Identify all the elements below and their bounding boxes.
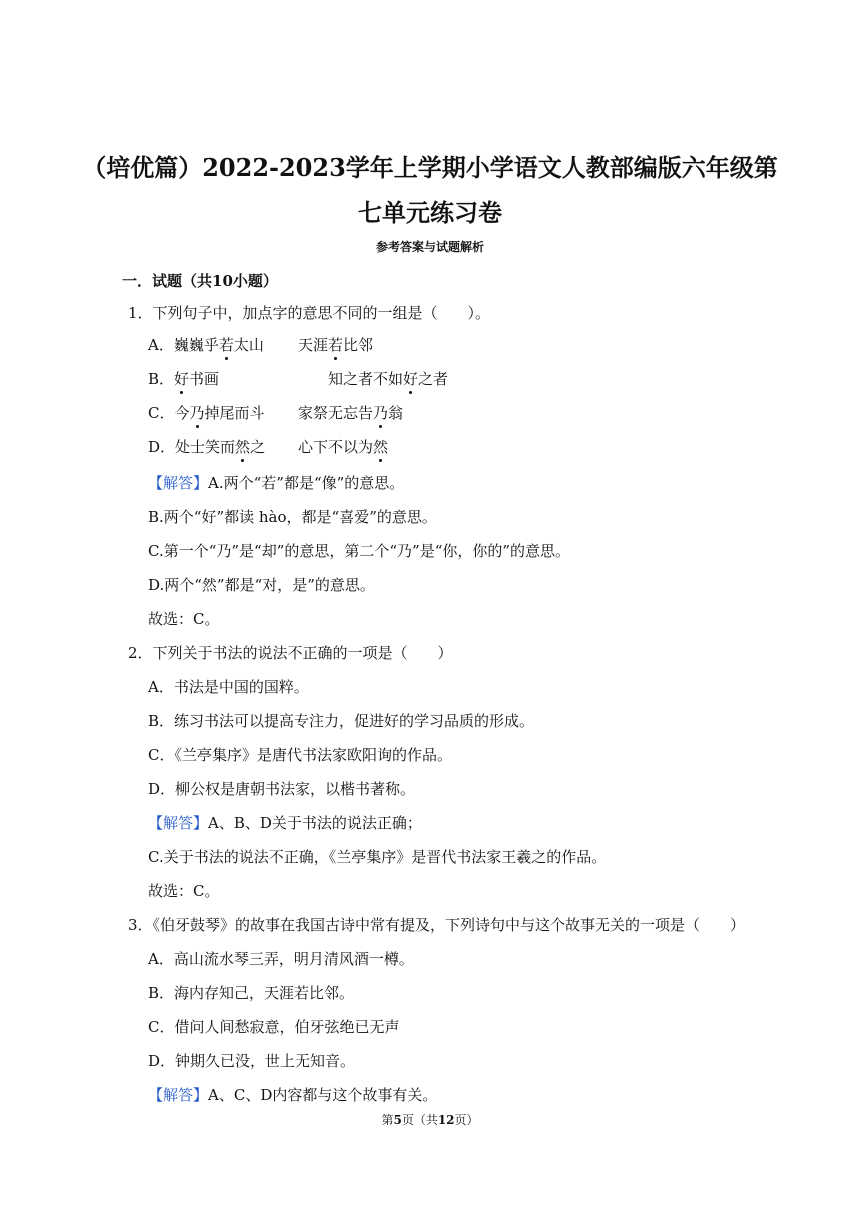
option-b-right-text-2: 之者 — [418, 370, 449, 388]
option-c-right-text-1: 家祭无忘告 — [298, 404, 374, 422]
question-1-option-c-right — [298, 403, 403, 423]
question-1-option-c — [148, 403, 265, 423]
option-d-left-text-1: 处士笑而 — [175, 438, 236, 456]
question-1-answer-line-3: C.第一个“乃”是“却”的意思，第二个“乃”是“你，你的”的意思。 — [148, 542, 571, 560]
document-title-line-2: 七单元练习卷 — [358, 198, 502, 227]
question-1-stem: 1．下列句子中，加点字的意思不同的一组是（ ）。 — [128, 304, 491, 322]
question-2-answer-line-3: 故选：C。 — [148, 882, 220, 900]
document-title-line-1: （培优篇）2022-2023学年上学期小学语文人教部编版六年级第 — [82, 153, 778, 182]
option-c-left-text-2: 掉尾而斗 — [204, 404, 265, 422]
option-d-left-text-2: 之 — [250, 438, 266, 456]
question-3-option-c: C．借问人间愁寂意，伯牙弦绝已无声 — [148, 1018, 400, 1036]
question-2-answer-line-2: C.关于书法的说法不正确，《兰亭集序》是晋代书法家王羲之的作品。 — [148, 848, 607, 866]
question-3-option-d: D．钟期久已没，世上无知音。 — [148, 1052, 356, 1070]
option-a-right-text-1: 天涯 — [298, 336, 329, 354]
question-2-stem: 2．下列关于书法的说法不正确的一项是（ ） — [128, 644, 453, 662]
answer-tag: 【解答】 — [148, 1086, 209, 1104]
option-c-left-text-1: 今 — [174, 404, 190, 422]
question-1-answer-line-4: D.两个“然”都是“对，是”的意思。 — [148, 576, 375, 594]
emphasized-char: 乃 — [189, 404, 205, 422]
question-3-stem: 3．《伯牙鼓琴》的故事在我国古诗中常有提及，下列诗句中与这个故事无关的一项是（ ） — [128, 916, 746, 934]
emphasized-char: 若 — [328, 336, 344, 354]
question-1-option-a-right — [298, 335, 373, 355]
footer-page-number: 5 — [393, 1113, 402, 1127]
option-d-right-text-1: 心下不以为 — [298, 438, 374, 456]
option-label: D． — [148, 438, 176, 456]
page-footer — [0, 1111, 860, 1128]
option-b-right-text-1: 知之者不如 — [328, 370, 404, 388]
option-label: B． — [148, 370, 175, 388]
question-1-option-d-right — [298, 437, 388, 457]
question-2-answer-line-1 — [148, 813, 422, 833]
emphasized-char: 然 — [235, 438, 251, 456]
footer-middle: 页（共 — [401, 1113, 438, 1127]
footer-total-pages: 12 — [437, 1113, 455, 1127]
option-b-left-text-2: 书画 — [189, 370, 220, 388]
option-label: A． — [148, 336, 174, 354]
emphasized-char: 然 — [373, 438, 389, 456]
answer-tag: 【解答】 — [148, 814, 209, 832]
document-subtitle: 参考答案与试题解析 — [375, 240, 484, 254]
option-c-right-text-2: 翁 — [388, 404, 404, 422]
footer-prefix: 第 — [381, 1113, 394, 1127]
option-label: C． — [148, 404, 175, 422]
answer-text: A、C、D内容都与这个故事有关。 — [208, 1086, 438, 1104]
question-1-answer-line-1 — [148, 473, 404, 493]
question-1-option-b — [148, 369, 219, 389]
question-3-option-b: B．海内存知己，天涯若比邻。 — [148, 984, 355, 1002]
option-a-left-text-2: 太山 — [233, 336, 264, 354]
answer-text: A、B、D关于书法的说法正确； — [208, 814, 422, 832]
question-2-option-b: B．练习书法可以提高专注力，促进好的学习品质的形成。 — [148, 712, 535, 730]
emphasized-char: 若 — [218, 336, 234, 354]
section-heading: 一．试题（共10小题） — [122, 272, 278, 290]
question-1-option-d — [148, 437, 265, 457]
emphasized-char: 好 — [174, 370, 190, 388]
question-1-answer-line-2: B.两个“好”都读 hào，都是“喜爱”的意思。 — [148, 508, 437, 526]
question-3-option-a: A．高山流水琴三弄，明月清风酒一樽。 — [148, 950, 414, 968]
option-a-left-text-1: 巍巍乎 — [173, 336, 219, 354]
question-1-option-a — [148, 335, 264, 355]
question-1-option-b-right — [328, 369, 448, 389]
question-2-option-a: A．书法是中国的国粹。 — [148, 678, 309, 696]
footer-suffix: 页） — [454, 1113, 479, 1127]
question-3-answer-line-1 — [148, 1085, 437, 1105]
answer-tag: 【解答】 — [148, 474, 209, 492]
emphasized-char: 乃 — [373, 404, 389, 422]
question-1-answer-line-5: 故选：C。 — [148, 610, 220, 628]
emphasized-char: 好 — [403, 370, 419, 388]
option-a-right-text-2: 比邻 — [343, 336, 374, 354]
question-2-option-d: D．柳公权是唐朝书法家，以楷书著称。 — [148, 780, 416, 798]
question-2-option-c: C．《兰亭集序》是唐代书法家欧阳询的作品。 — [148, 746, 452, 764]
answer-text: A.两个“若”都是“像”的意思。 — [208, 474, 405, 492]
